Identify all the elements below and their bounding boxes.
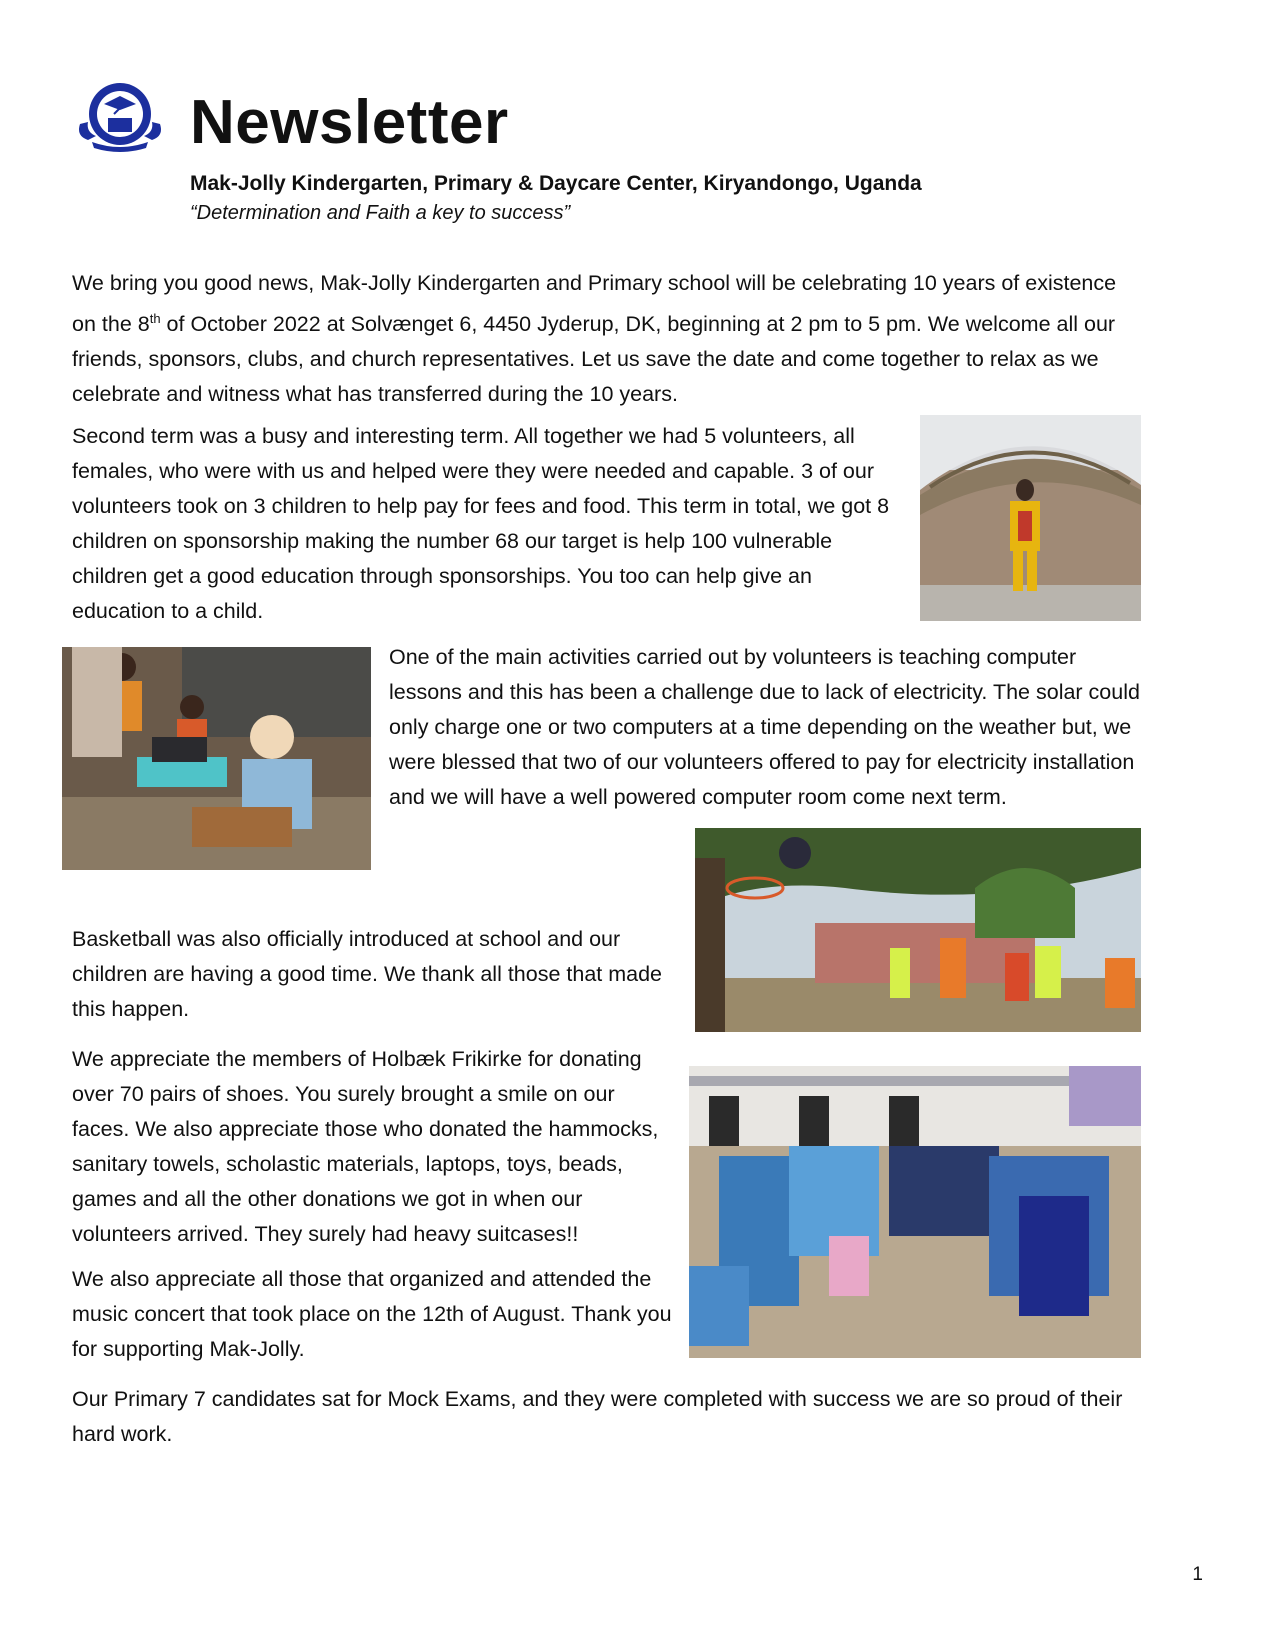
computer-lesson-photo: [62, 647, 371, 870]
computer-lessons-paragraph: One of the main activities carried out by volunteers is teaching computer lessons and this has been a challenge due to lack of electricity. The solar could only charge one or two computers at a time depending on the weather but, we were blessed that two of our volunteers offered to pay for electricity installation and we will have a well powered computer room come next term.: [389, 645, 1140, 809]
anniversary-text-a: We bring you good news, Mak-Jolly Kindergarten and Primary school will be celebrating 10 years of existence on the 8: [72, 271, 1117, 337]
mock-exams-paragraph: Our Primary 7 candidates sat for Mock Exams, and they were completed with success we are so proud of their hard work.: [72, 1387, 1123, 1446]
school-logo: [74, 80, 166, 152]
page-number: 1: [1192, 1564, 1203, 1585]
school-motto: “Determination and Faith a key to success”: [190, 202, 571, 224]
anniversary-text-b: of October 2022 at Solvænget 6, 4450 Jyderup, DK, beginning at 2 pm to 5 pm. We welcome all our friends, sponsors, clubs, and church representatives. Let us save the date and come together to relax as we celebrate and witness what has transferred during the 10 years.: [72, 312, 1116, 407]
concert-paragraph: We also appreciate all those that organized and attended the music concert that took place on the 12th of August. Thank you for supporting Mak-Jolly.: [72, 1267, 672, 1361]
ordinal-suffix: th: [149, 311, 161, 326]
students-assembly-photo: [689, 1066, 1141, 1358]
page-title: Newsletter: [190, 88, 509, 157]
basketball-paragraph: Basketball was also officially introduced at school and our children are having a good time. We thank all those that made this happen.: [72, 927, 663, 1021]
second-term-paragraph: Second term was a busy and interesting term. All together we had 5 volunteers, all females, who were with us and helped were they were needed and capable. 3 of our volunteers took on 3 children to help pay for fees and food. This term in total, we got 8 children on sponsorship making the number 68 our target is help 100 vulnerable children get a good education through sponsorships. You too can help give an education to a child.: [72, 424, 890, 623]
school-name: Mak-Jolly Kindergarten, Primary & Daycare Center, Kiryandongo, Uganda: [190, 172, 922, 195]
anniversary-paragraph: [72, 266, 1142, 412]
child-hut-photo: [920, 415, 1141, 621]
donations-paragraph: We appreciate the members of Holbæk Frikirke for donating over 70 pairs of shoes. You surely brought a smile on our faces. We also appreciate those who donated the hammocks, sanitary towels, scholastic materials, laptops, toys, beads, games and all the other donations we got in when our volunteers arrived. They surely had heavy suitcases!!: [72, 1047, 659, 1246]
basketball-photo: [695, 828, 1141, 1032]
